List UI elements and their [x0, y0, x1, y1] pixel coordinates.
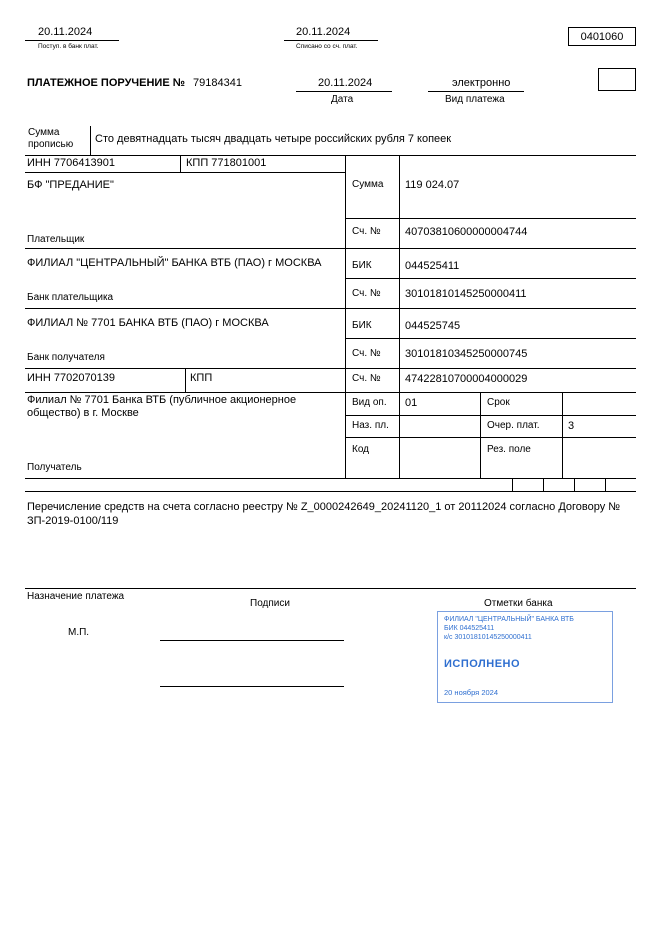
- bank-marks-caption: Отметки банка: [484, 598, 553, 609]
- payer-kpp: КПП 771801001: [186, 157, 267, 169]
- payer-bank-account: 30101810145250000411: [405, 288, 527, 300]
- hline: [25, 478, 636, 479]
- payee-caption: Получатель: [27, 462, 82, 473]
- stamp-corr-account: к/с 30101810145250000411: [444, 634, 532, 641]
- purpose-caption: Назначение платежа: [27, 591, 125, 602]
- vline: [185, 368, 186, 392]
- payer-name: БФ "ПРЕДАНИЕ": [27, 179, 114, 191]
- doc-date: 20.11.2024: [318, 77, 373, 89]
- stamp-bank-name: ФИЛИАЛ "ЦЕНТРАЛЬНЫЙ" БАНКА ВТБ: [444, 616, 574, 623]
- doc-date-caption: Дата: [331, 94, 354, 105]
- amount-label: Сумма: [352, 179, 384, 190]
- op-type-label: Вид оп.: [352, 397, 387, 408]
- stamp-bik: БИК 044525411: [444, 625, 495, 632]
- payee-account-label: Сч. №: [352, 373, 381, 384]
- hline: [25, 155, 636, 156]
- hline: [284, 40, 378, 41]
- debited-date: 20.11.2024: [296, 26, 351, 38]
- amount-value: 119 024.07: [405, 179, 460, 191]
- payee-bank-bik-label: БИК: [352, 320, 372, 331]
- payee-name: Филиал № 7701 Банка ВТБ (публичное акционерное общество) в г. Москве: [27, 394, 297, 419]
- bank-stamp: [437, 611, 613, 703]
- hline: [25, 491, 636, 492]
- vline: [345, 155, 346, 478]
- signatures-caption: Подписи: [250, 598, 290, 609]
- status-box: [598, 68, 636, 91]
- vline: [512, 478, 513, 491]
- hline: [345, 415, 636, 416]
- payer-account: 40703810600000004744: [405, 226, 528, 238]
- hline: [25, 248, 636, 249]
- received-caption: Поступ. в банк плат.: [38, 43, 99, 50]
- priority-value: 3: [568, 420, 575, 432]
- amount-words-label-1: Сумма: [28, 127, 60, 138]
- term-label: Срок: [487, 397, 510, 408]
- stamp-date: 20 ноября 2024: [444, 688, 499, 697]
- hline: [345, 278, 636, 279]
- payment-kind-caption: Вид платежа: [445, 94, 505, 105]
- payer-bank-name: ФИЛИАЛ "ЦЕНТРАЛЬНЫЙ" БАНКА ВТБ (ПАО) г МОСКВА: [27, 257, 322, 269]
- vline: [480, 392, 481, 478]
- reserve-field-label: Рез. поле: [487, 444, 531, 455]
- form-code: 0401060: [580, 30, 624, 43]
- payer-inn: ИНН 7706413901: [27, 157, 116, 169]
- doc-number: 79184341: [193, 77, 242, 89]
- stamp-status: ИСПОЛНЕНО: [444, 658, 521, 670]
- hline: [345, 338, 636, 339]
- signature-line: [160, 686, 344, 687]
- doc-title: ПЛАТЕЖНОЕ ПОРУЧЕНИЕ №: [27, 77, 185, 89]
- op-type-value: 01: [405, 397, 418, 409]
- hline: [428, 91, 524, 92]
- hline: [296, 91, 392, 92]
- received-date: 20.11.2024: [38, 26, 93, 38]
- payer-caption: Плательщик: [27, 234, 85, 245]
- payee-account: 47422810700004000029: [405, 373, 528, 385]
- payee-bank-account-label: Сч. №: [352, 348, 381, 359]
- payee-bank-caption: Банк получателя: [27, 352, 105, 363]
- payer-bank-account-label: Сч. №: [352, 288, 381, 299]
- form-code-box: [568, 27, 636, 46]
- vline: [543, 478, 544, 491]
- payee-kpp-label: КПП: [190, 372, 213, 384]
- hline: [25, 40, 119, 41]
- hline: [25, 368, 636, 369]
- hline: [25, 172, 345, 173]
- hline: [345, 218, 636, 219]
- payer-bank-bik-label: БИК: [352, 260, 372, 271]
- amount-words-text: Сто девятнадцать тысяч двадцать четыре российских рубля 7 копеек: [95, 133, 452, 145]
- purpose-code-label: Наз. пл.: [352, 420, 389, 431]
- signature-line: [160, 640, 344, 641]
- payee-bank-account: 30101810345250000745: [405, 348, 528, 360]
- payer-account-label: Сч. №: [352, 226, 381, 237]
- hline: [25, 392, 636, 393]
- stamp-place-label: М.П.: [68, 627, 90, 638]
- payer-bank-caption: Банк плательщика: [27, 292, 114, 303]
- payee-bank-name: ФИЛИАЛ № 7701 БАНКА ВТБ (ПАО) г МОСКВА: [27, 317, 269, 329]
- vline: [90, 126, 91, 155]
- vline: [180, 155, 181, 172]
- vline: [605, 478, 606, 491]
- vline: [562, 392, 563, 478]
- hline: [25, 308, 636, 309]
- purpose-text: Перечисление средств на счета согласно реестру № Z_0000242649_20241120_1 от 20112024 согласно Договору № ЗП-2019-0100/119: [27, 501, 621, 527]
- payer-bank-bik: 044525411: [405, 260, 460, 272]
- debited-caption: Списано со сч. плат.: [296, 43, 358, 50]
- payee-bank-bik: 044525745: [405, 320, 461, 332]
- priority-label: Очер. плат.: [487, 420, 540, 431]
- amount-words-label-2: прописью: [28, 139, 74, 150]
- payment-kind: электронно: [452, 77, 511, 89]
- code-label: Код: [352, 444, 370, 455]
- hline: [345, 437, 636, 438]
- hline: [25, 588, 636, 589]
- vline: [399, 155, 400, 478]
- vline: [574, 478, 575, 491]
- payee-inn: ИНН 7702070139: [27, 372, 116, 384]
